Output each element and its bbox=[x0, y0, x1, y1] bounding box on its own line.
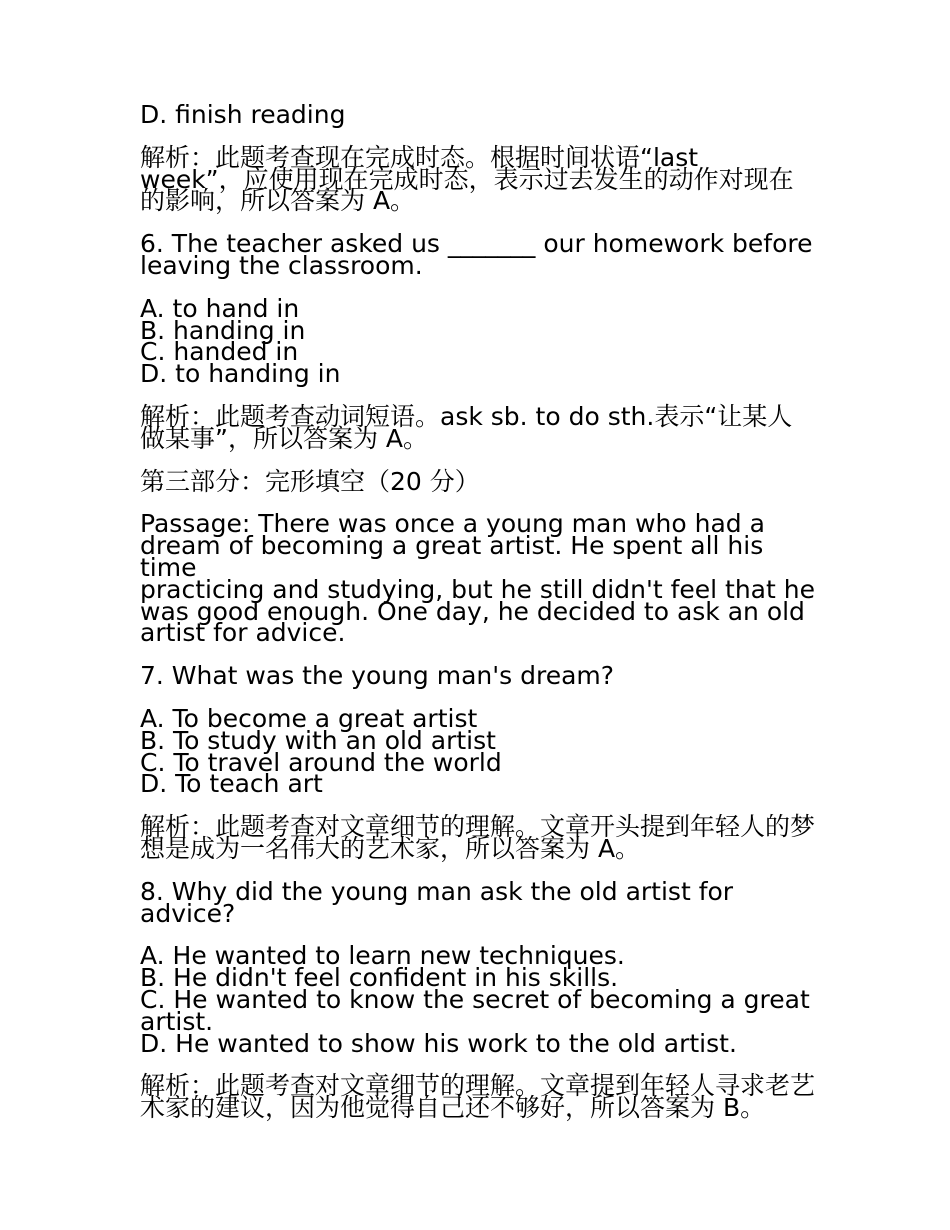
q7-stem bbox=[140, 661, 820, 691]
q6-analysis-line: 做某事”，所以答案为 A。 bbox=[140, 423, 429, 453]
q7-analysis-line: 想是成为一名伟大的艺术家，所以答案为 A。 bbox=[140, 833, 641, 863]
document-page bbox=[140, 100, 820, 1140]
q6-stem bbox=[140, 229, 820, 280]
q5-analysis bbox=[140, 142, 820, 216]
passage-line: was good enough. One day, he decided to ask an old bbox=[140, 596, 805, 626]
q6-analysis-line: 解析：此题考查动词短语。ask sb. to do sth.表示“让某人 bbox=[140, 401, 793, 431]
passage-line: Passage: There was once a young man who had a bbox=[140, 509, 765, 539]
q7-option-c: C. To travel around the world bbox=[140, 747, 502, 777]
passage bbox=[140, 509, 820, 648]
q6-analysis bbox=[140, 401, 820, 453]
q6-stem-line: leaving the classroom. bbox=[140, 250, 423, 280]
q5-option-d: D. finish reading bbox=[140, 100, 346, 129]
q6-option-a: A. to hand in bbox=[140, 293, 300, 323]
q8-stem-line: 8. Why did the young man ask the old artist for advice? bbox=[140, 876, 742, 928]
q7-options bbox=[140, 703, 820, 799]
q6-options bbox=[140, 293, 820, 389]
passage-line: dream of becoming a great artist. He spent all his time bbox=[140, 531, 772, 582]
q7-analysis bbox=[140, 812, 820, 863]
q6-stem-line: 6. The teacher asked us _______ our homework before bbox=[140, 229, 813, 259]
passage-line: artist for advice. bbox=[140, 618, 346, 648]
passage-line: practicing and studying, but he still didn't feel that he bbox=[140, 574, 815, 604]
section3-heading-block bbox=[140, 466, 820, 496]
q7-option-a: A. To become a great artist bbox=[140, 703, 478, 733]
q8-option-c: C. He wanted to know the secret of becoming a great bbox=[140, 984, 810, 1014]
q8-options bbox=[140, 941, 820, 1058]
q8-option-b: B. He didn't feel confident in his skills. bbox=[140, 963, 619, 993]
q7-stem-line: 7. What was the young man's dream? bbox=[140, 661, 615, 691]
q6-option-c: C. handed in bbox=[140, 337, 299, 367]
q8-option-c-continued: artist. bbox=[140, 1006, 214, 1036]
q5-analysis-line: week”，应使用现在完成时态，表示过去发生的动作对现在 bbox=[140, 164, 794, 194]
q7-option-b: B. To study with an old artist bbox=[140, 725, 496, 755]
q8-option-a: A. He wanted to learn new techniques. bbox=[140, 941, 625, 971]
q8-analysis-line: 术家的建议，因为他觉得自己还不够好，所以答案为 B。 bbox=[140, 1093, 766, 1123]
q8-stem bbox=[140, 876, 820, 928]
q6-option-b: B. handing in bbox=[140, 315, 306, 345]
q8-analysis bbox=[140, 1071, 820, 1123]
q8-analysis-line: 解析：此题考查对文章细节的理解。文章提到年轻人寻求老艺 bbox=[140, 1071, 816, 1101]
q6-option-d: D. to handing in bbox=[140, 359, 341, 389]
q7-analysis-line: 解析：此题考查对文章细节的理解。文章开头提到年轻人的梦 bbox=[140, 812, 816, 842]
q5-analysis-line: 的影响，所以答案为 A。 bbox=[140, 186, 416, 216]
q8-option-d: D. He wanted to show his work to the old artist. bbox=[140, 1028, 737, 1058]
q7-option-d: D. To teach art bbox=[140, 769, 323, 799]
section-heading: 第三部分：完形填空（20 分） bbox=[140, 466, 480, 496]
q5-analysis-line: 解析：此题考查现在完成时态。根据时间状语“last bbox=[140, 142, 699, 172]
q5-option-block bbox=[140, 100, 820, 129]
